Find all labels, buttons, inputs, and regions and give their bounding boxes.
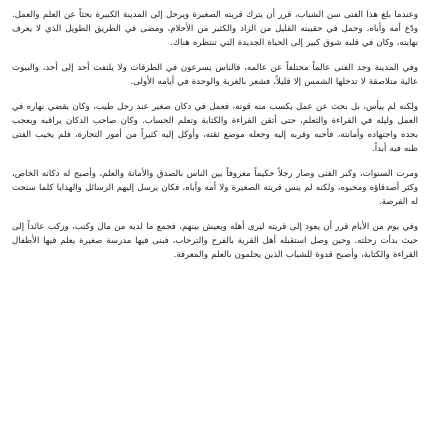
paragraph-4: ومرت السنوات، وكبر الفتى وصار رجلاً حكيماً معروفاً بين الناس بالصدق والأمانة والعلم، وأصبح له دكانه الخاص، وكثر أصدقاؤه ومحبوه، ولكنه لم ينس قريته الصغيرة ولا أمه وأباه، فكان يرسل إليهم الرسائل والهدايا كلما سنحت له الفرصة. — [12, 169, 418, 207]
paragraph-3: ولكنه لم ييأس، بل بحث عن عمل يكسب منه قوته، فعمل في دكان صغير عند رجل طيب، وكان يقضي نهاره في العمل وليله في القراءة والتعلم، حتى أتقن القراءة والكتابة وتعلم الحساب. وكان صاحب الدكان يراقبه ويعجب بجده واجتهاده وأمانته، فأحبه وقربه إليه وجعله موضع ثقته، وأوكل إليه كثيراً من أمور التجارة، فلم يخيب الفتى ظنه فيه أبداً. — [12, 102, 418, 154]
paragraph-2: وفي المدينة وجد الفتى عالماً مختلفاً عن عالمه، فالناس يسرعون في الطرقات ولا يلتفت أحد إلى أحد، والبيوت عالية متلاصقة لا تدخلها الشمس إلا قليلاً، فشعر بالغربة والوحدة في أيامه الأولى. — [12, 63, 418, 87]
paragraph-5: وفي يوم من الأيام قرر أن يعود إلى قريته ليرى أهله ويعيش بينهم، فجمع ما لديه من مال وكتب، وركب عائداً إلى حيث بدأت رحلته. وحين وصل استقبله أهل القرية بالفرح والترحاب، فبنى فيها مدرسة صغيرة يعلم فيها الأطفال القراءة والكتابة، وأصبح قدوة للشباب الذين يحلمون بالعلم والمعرفة. — [12, 222, 418, 260]
paragraph-1: وعندما بلغ هذا الفتى سن الشباب، قرر أن يترك قريته الصغيرة ويرحل إلى المدينة الكبيرة بحثاً عن العلم والعمل. ودّع أمه وأباه، وحمل في حقيبته القليل من الزاد والكثير من الأحلام، ومضى في الطريق الطويل الذي لا يعرف نهايته، وكان في قلبه شوق كبير إلى الحياة الجديدة التي تنتظره هناك. — [12, 10, 418, 48]
